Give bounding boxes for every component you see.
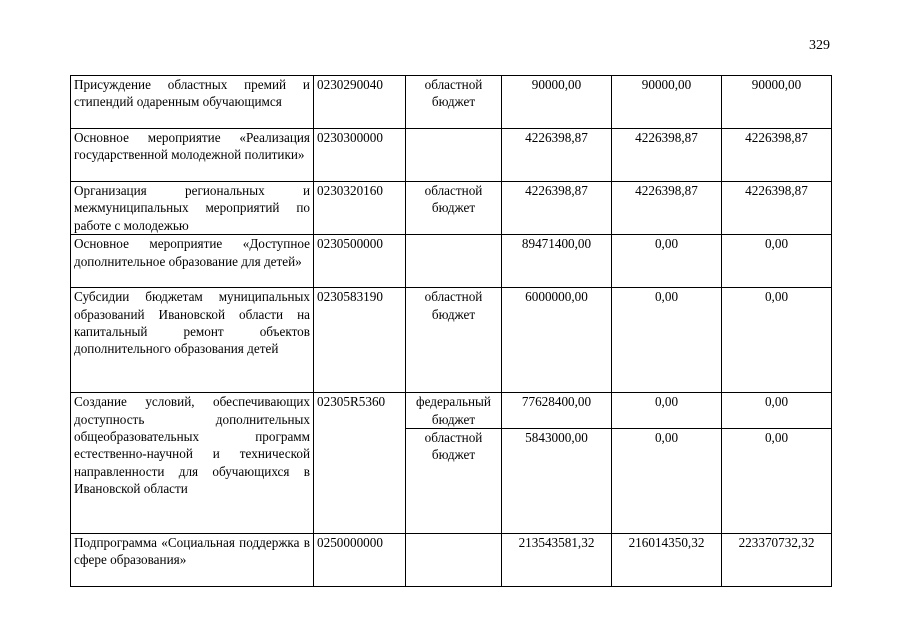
amount-year-2: 0,00 — [612, 235, 722, 288]
funding-source — [406, 129, 502, 182]
table-row — [71, 534, 832, 587]
amount-year-1: 4226398,87 — [502, 182, 612, 235]
amount-year-3: 0,00 — [722, 393, 832, 429]
event-name: Основное мероприятие «Реализация государственной молодежной политики» — [71, 129, 314, 182]
event-name: Присуждение областных премий и стипендий одаренным обучающимся — [71, 76, 314, 129]
event-name: Создание условий, обеспечивающих доступность дополнительных общеобразовательных программ естественно-научной и технической направленности для обучающихся в Ивановской области — [71, 393, 314, 534]
amount-year-2: 0,00 — [612, 288, 722, 393]
funding-source: областной бюджет — [406, 182, 502, 235]
table-row — [71, 288, 832, 393]
amount-year-3: 0,00 — [722, 235, 832, 288]
amount-year-1: 89471400,00 — [502, 235, 612, 288]
event-name: Субсидии бюджетам муниципальных образований Ивановской области на капитальный ремонт объектов дополнительного образования детей — [71, 288, 314, 393]
budget-code: 0230320160 — [314, 182, 406, 235]
amount-year-1: 90000,00 — [502, 76, 612, 129]
funding-source — [406, 534, 502, 587]
funding-source: областной бюджет — [406, 429, 502, 534]
budget-code: 0230583190 — [314, 288, 406, 393]
page-number: 329 — [809, 38, 830, 53]
table-row — [71, 393, 832, 429]
event-name: Подпрограмма «Социальная поддержка в сфере образования» — [71, 534, 314, 587]
amount-year-2: 216014350,32 — [612, 534, 722, 587]
amount-year-2: 4226398,87 — [612, 182, 722, 235]
event-name: Организация региональных и межмуниципальных мероприятий по работе с молодежью — [71, 182, 314, 235]
amount-year-3: 0,00 — [722, 429, 832, 534]
amount-year-1: 4226398,87 — [502, 129, 612, 182]
amount-year-3: 4226398,87 — [722, 182, 832, 235]
amount-year-1: 77628400,00 — [502, 393, 612, 429]
budget-code: 0230290040 — [314, 76, 406, 129]
event-name: Основное мероприятие «Доступное дополнительное образование для детей» — [71, 235, 314, 288]
budget-code: 0250000000 — [314, 534, 406, 587]
table-row — [71, 235, 832, 288]
table-row — [71, 76, 832, 129]
table-row — [71, 182, 832, 235]
budget-code: 02305R5360 — [314, 393, 406, 534]
amount-year-1: 213543581,32 — [502, 534, 612, 587]
amount-year-3: 223370732,32 — [722, 534, 832, 587]
budget-code: 0230500000 — [314, 235, 406, 288]
budget-table — [70, 75, 832, 587]
funding-source: областной бюджет — [406, 288, 502, 393]
amount-year-2: 90000,00 — [612, 76, 722, 129]
table-row — [71, 129, 832, 182]
funding-source — [406, 235, 502, 288]
budget-code: 0230300000 — [314, 129, 406, 182]
amount-year-2: 4226398,87 — [612, 129, 722, 182]
amount-year-3: 4226398,87 — [722, 129, 832, 182]
funding-source: федеральный бюджет — [406, 393, 502, 429]
amount-year-1: 6000000,00 — [502, 288, 612, 393]
amount-year-2: 0,00 — [612, 429, 722, 534]
amount-year-3: 90000,00 — [722, 76, 832, 129]
amount-year-1: 5843000,00 — [502, 429, 612, 534]
amount-year-2: 0,00 — [612, 393, 722, 429]
amount-year-3: 0,00 — [722, 288, 832, 393]
funding-source: областной бюджет — [406, 76, 502, 129]
